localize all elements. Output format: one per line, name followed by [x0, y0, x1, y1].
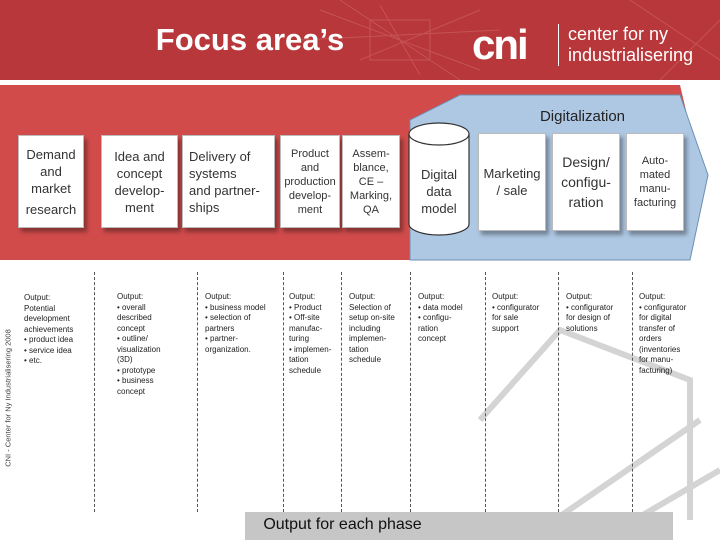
output-text-product: Output: • Product • Off-site manufac- turing • implemen- tation schedule — [289, 292, 332, 375]
phase-separator — [632, 272, 633, 512]
phase-separator — [94, 272, 95, 512]
output-text-demand: Output: Potential development achievements • product idea • service idea • etc. — [24, 293, 74, 365]
phase-box-assemblance: Assem- blance, CE – Marking, QA — [342, 135, 400, 228]
phase-separator — [410, 272, 411, 512]
phase-separator — [197, 272, 198, 512]
phase-box-marketing-sale: Marketing / sale — [478, 133, 546, 231]
output-text-idea: Output: • overall described concept • outline/ visualization (3D) • prototype • business concept — [117, 292, 161, 396]
vertical-copyright-note: CNI - Center for Ny Industrialisering 2008 — [3, 328, 13, 467]
phase-box-product-production: Product and production develop- ment — [280, 135, 340, 228]
cni-logo-icon: cni — [472, 21, 527, 68]
phase-digital-data-model: Digital data model — [420, 167, 458, 216]
output-text-data-model: Output: • data model • configu- ration concept — [418, 292, 463, 343]
output-text-assemblance: Output: Selection of setup on-site including implemen- tation schedule — [349, 292, 395, 364]
phase-box-design-configuration: Design/ configu- ration — [552, 133, 620, 231]
logo-line-1: center for ny — [568, 24, 669, 44]
digitalization-label: Digitalization — [539, 108, 626, 125]
output-text-delivery: Output: • business model • selection of partners • partner- organization. — [205, 292, 266, 354]
output-text-automated: Output: • configurator for digital transfer of orders (inventories for manu- facturing) — [639, 292, 687, 375]
phase-box-demand-market-research: Demand and market research — [18, 135, 84, 228]
logo-line-2: industrialisering — [568, 45, 694, 65]
output-text-marketing: Output: • configurator for sale support — [492, 292, 540, 333]
output-text-design: Output: • configurator for design of solutions — [566, 292, 614, 333]
page-title: Focus area’s — [155, 22, 345, 57]
phase-separator — [558, 272, 559, 512]
phase-separator — [283, 272, 284, 512]
phase-box-idea-concept: Idea and concept develop- ment — [101, 135, 178, 228]
phase-box-delivery-systems: Delivery of systems and partner- ships — [182, 135, 275, 228]
phase-box-automated-manufacturing: Auto- mated manu- facturing — [626, 133, 684, 231]
footer-label: Output for each phase — [263, 516, 422, 533]
phase-separator — [485, 272, 486, 512]
phase-separator — [341, 272, 342, 512]
